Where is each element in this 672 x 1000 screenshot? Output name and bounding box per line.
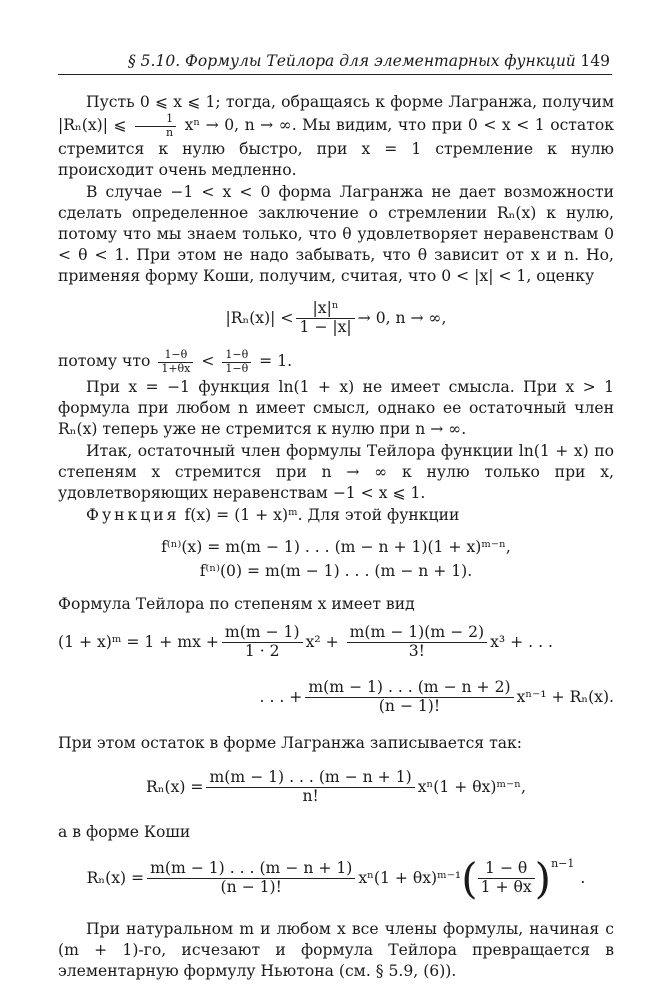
paragraph-10: При натуральном m и любом x все члены формулы, начиная с (m + 1)-го, исчезают и формула Тейлора превращается в элементарную формулу Ньютона (см. § 5.9, (6)). bbox=[58, 919, 614, 980]
equation-fraction bbox=[305, 679, 513, 716]
page-number: 149 bbox=[580, 52, 610, 70]
paragraph-1 bbox=[58, 92, 614, 181]
left-parenthesis: ( bbox=[461, 853, 478, 903]
running-title: § 5.10. Формулы Тейлора для элементарных функций bbox=[128, 52, 576, 70]
fraction-numerator: m(m − 1) bbox=[222, 624, 303, 643]
paragraph-3-less-than: < bbox=[196, 352, 220, 371]
equation-taylor-line-1 bbox=[58, 615, 614, 671]
paragraph-3 bbox=[58, 349, 614, 375]
fraction-denominator: n! bbox=[302, 787, 319, 806]
fraction-numerator: 1 − θ bbox=[478, 860, 535, 879]
equation-text: x³ + . . . bbox=[490, 633, 553, 652]
fraction-numerator: 1−θ bbox=[222, 349, 251, 363]
paragraph-3-text-b: = 1. bbox=[254, 352, 293, 371]
fraction-small-2 bbox=[222, 349, 251, 375]
equation-taylor-line-2 bbox=[58, 671, 614, 725]
equation-fraction bbox=[347, 624, 488, 661]
equation-text: xⁿ(1 + θx)ᵐ⁻¹ bbox=[358, 869, 462, 888]
equation-text: f⁽ⁿ⁾(x) = m(m − 1) . . . (m − n + 1)(1 + x)ᵐ⁻ⁿ, bbox=[161, 538, 511, 557]
equation-left: |Rₙ(x)| < bbox=[225, 308, 294, 327]
equation-exponent: n−1 bbox=[551, 856, 575, 870]
running-header bbox=[58, 46, 612, 75]
paragraph-8: При этом остаток в форме Лагранжа записывается так: bbox=[58, 733, 523, 752]
paragraph-1-text-a: Пусть 0 ⩽ x ⩽ 1; тогда, обращаясь к форме Лагранжа, получим |Rₙ(x)| ⩽ bbox=[58, 93, 614, 135]
fraction-denominator: 1−θ bbox=[225, 361, 249, 375]
equation-right: → 0, n → ∞, bbox=[357, 308, 447, 327]
equation-fraction bbox=[222, 624, 303, 661]
fraction-one-over-n bbox=[135, 113, 176, 139]
equation-fraction bbox=[296, 300, 354, 337]
fraction-denominator: 1 + θx bbox=[480, 878, 532, 897]
fraction-denominator: n bbox=[166, 125, 174, 139]
fraction-numerator: m(m − 1) . . . (m − n + 2) bbox=[305, 679, 513, 698]
fraction-small-1 bbox=[158, 349, 193, 375]
equation-fraction bbox=[478, 860, 535, 897]
fraction-numerator: m(m − 1) . . . (m − n + 1) bbox=[147, 860, 355, 879]
equation-text: f⁽ⁿ⁾(0) = m(m − 1) . . . (m − n + 1). bbox=[199, 562, 473, 581]
fraction-numerator: 1 bbox=[135, 113, 176, 127]
equation-text: . . . + bbox=[259, 688, 303, 707]
equation-fraction bbox=[206, 769, 414, 806]
fraction-denominator: (n − 1)! bbox=[378, 697, 441, 716]
equation-text: Rₙ(x) = bbox=[146, 778, 204, 797]
equation-text: x² + bbox=[305, 633, 339, 652]
equation-text: xⁿ⁻¹ + Rₙ(x). bbox=[516, 688, 614, 707]
fraction-denominator: 1 · 2 bbox=[244, 642, 280, 661]
spaced-word-function: Функция bbox=[86, 505, 180, 524]
equation-cauchy-estimate bbox=[58, 287, 614, 349]
fraction-denominator: 3! bbox=[408, 642, 425, 661]
spacer bbox=[58, 526, 614, 536]
paragraph-6-text: f(x) = (1 + x)ᵐ. Для этой функции bbox=[179, 505, 460, 524]
paragraph-6 bbox=[58, 505, 614, 526]
equation-text: xⁿ(1 + θx)ᵐ⁻ⁿ, bbox=[417, 778, 526, 797]
right-parenthesis: ) bbox=[534, 853, 552, 903]
paragraph-7: Формула Тейлора по степеням x имеет вид bbox=[58, 594, 415, 613]
fraction-numerator: 1−θ bbox=[158, 349, 193, 363]
fraction-denominator: 1 − |x| bbox=[299, 317, 352, 336]
paragraph-1-text-b: xⁿ → 0, n → ∞. Мы видим, что при 0 < x < 1 остаток стремится к нулю быстро, при x = 1 стремление к нулю происходит очень медленно. bbox=[58, 116, 614, 180]
equation-cauchy-remainder bbox=[58, 843, 614, 915]
equation-derivative-line-2 bbox=[58, 560, 614, 584]
equation-derivative-line-1 bbox=[58, 536, 614, 560]
paragraph-2: В случае −1 < x < 0 форма Лагранжа не дает возможности сделать определенное заключение о стремлении Rₙ(x) к нулю, потому что мы знаем только, что θ удовлетворяет неравенствам 0 < θ < 1. При этом не надо забывать, что θ зависит от x и n. Но, применяя форму Коши, получим, считая, что 0 < |x| < 1, оценку bbox=[58, 183, 614, 286]
equation-text: (1 + x)ᵐ = 1 + mx + bbox=[58, 633, 219, 652]
fraction-denominator: (n − 1)! bbox=[220, 878, 282, 897]
equation-period: . bbox=[580, 869, 586, 888]
spacer bbox=[58, 725, 614, 733]
paragraph-5: Итак, остаточный член формулы Тейлора функции ln(1 + x) по степеням x стремится при n → ∞ к нулю только при x, удовлетворяющих неравенствам −1 < x ⩽ 1. bbox=[58, 441, 614, 502]
equation-text: Rₙ(x) = bbox=[86, 869, 145, 888]
equation-fraction bbox=[147, 860, 355, 897]
fraction-numerator: |x|ⁿ bbox=[296, 300, 354, 319]
fraction-numerator: m(m − 1)(m − 2) bbox=[347, 624, 488, 643]
page-body bbox=[58, 92, 614, 982]
fraction-denominator: 1+θx bbox=[161, 361, 191, 375]
fraction-numerator: m(m − 1) . . . (m − n + 1) bbox=[206, 769, 414, 788]
paragraph-4: При x = −1 функция ln(1 + x) не имеет смысла. При x > 1 формула при любом n имеет смысл, однако ее остаточный член Rₙ(x) теперь уже не стремится к нулю при n → ∞. bbox=[58, 377, 614, 438]
spacer bbox=[58, 584, 614, 594]
paragraph-9: а в форме Коши bbox=[58, 822, 191, 841]
equation-lagrange-remainder bbox=[58, 754, 614, 822]
paragraph-3-text-a: потому что bbox=[58, 352, 156, 371]
